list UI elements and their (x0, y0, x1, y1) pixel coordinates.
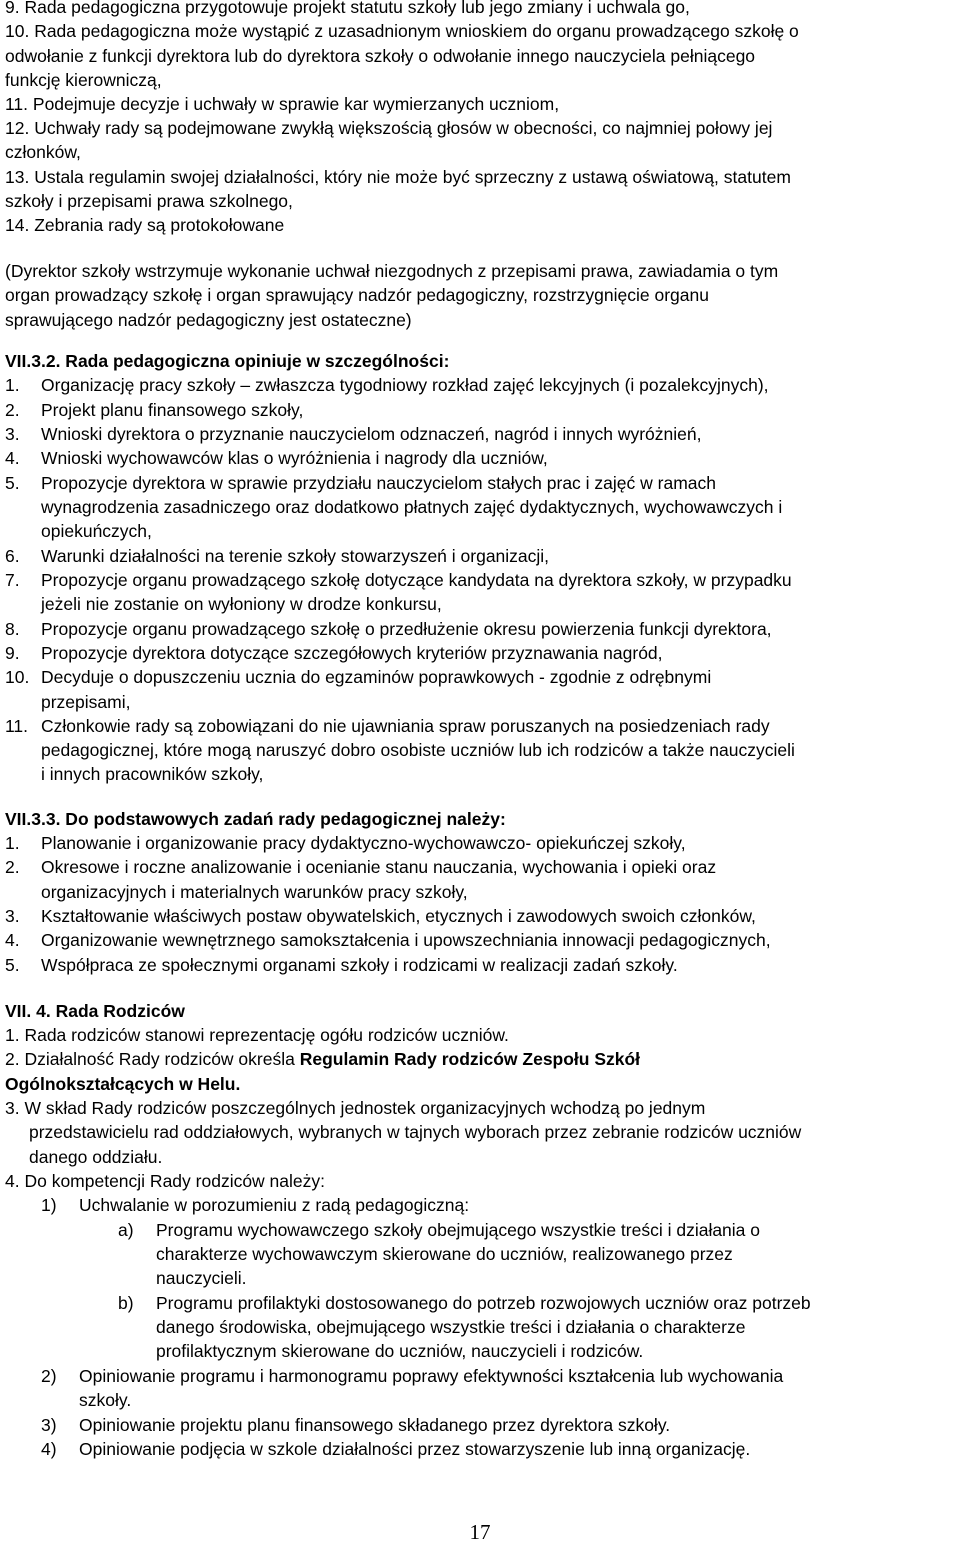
s332-item-1: Organizację pracy szkoły – zwłaszcza tygodniowy rozkład zajęć lekcyjnych (i pozalekcyjnych), (41, 375, 769, 395)
s332-item-11-line-3: i innych pracowników szkoły, (41, 764, 264, 784)
s332-item-9: Propozycje dyrektora dotyczące szczegółowych kryteriów przyznawania nagród, (41, 643, 663, 663)
s332-item-7-line-1: Propozycje organu prowadzącego szkołę dotyczące kandydata na dyrektora szkoły, w przypadku (41, 570, 792, 590)
s74-paragraph-2-line-2: Ogólnokształcących w Helu. (5, 1074, 241, 1094)
competence-num-4: 4) (41, 1439, 57, 1459)
competence-sub-a-line-2: charakterze wychowawczym skierowane do uczniów, realizowanego przez (156, 1244, 733, 1264)
competence-sub-b-line-3: profilaktycznym skierowane do uczniów, nauczycieli i rodziców. (156, 1341, 644, 1361)
s333-item-2-line-2: organizacyjnych i materialnych warunków pracy szkoły, (41, 882, 468, 902)
s74-paragraph-3-line-2: przedstawicielu rad oddziałowych, wybranych w tajnych wyborach przez zebranie rodziców uczniów (29, 1122, 802, 1142)
s333-num-1: 1. (5, 833, 20, 853)
section-heading-vii-4: VII. 4. Rada Rodziców (5, 1001, 185, 1021)
s332-num-3: 3. (5, 424, 20, 444)
s332-item-10-line-1: Decyduje o dopuszczeniu ucznia do egzaminów poprawkowych - zgodnie z odrębnymi (41, 667, 712, 687)
s332-item-7-line-2: jeżeli nie zostanie on wyłoniony w drodze konkursu, (41, 594, 442, 614)
s333-item-2-line-1: Okresowe i roczne analizowanie i ocenianie stanu nauczania, wychowania i opieki oraz (41, 857, 717, 877)
list-item-10-line-2: odwołanie z funkcji dyrektora lub do dyrektora szkoły o odwołanie innego nauczyciela pełniącego (5, 46, 756, 66)
s332-num-7: 7. (5, 570, 20, 590)
list-item-10-line-1: 10. Rada pedagogiczna może wystąpić z uzasadnionym wnioskiem do organu prowadzącego szkołę o (5, 21, 799, 41)
s333-num-4: 4. (5, 930, 20, 950)
list-item-12-line-1: 12. Uchwały rady są podejmowane zwykłą większością głosów w obecności, co najmniej połowy jej (5, 118, 773, 138)
s74-paragraph-2-line-1 (5, 1047, 640, 1071)
competence-sub-a-line-1: Programu wychowawczego szkoły obejmującego wszystkie treści i działania o (156, 1220, 761, 1240)
s332-item-6: Warunki działalności na terenie szkoły stowarzyszeń i organizacji, (41, 546, 550, 566)
s333-num-3: 3. (5, 906, 20, 926)
list-item-13-line-1: 13. Ustala regulamin swojej działalności, który nie może być sprzeczny z ustawą oświatową, statutem (5, 167, 791, 187)
s333-num-5: 5. (5, 955, 20, 975)
s333-item-4: Organizowanie wewnętrznego samokształcenia i upowszechniania innowacji pedagogicznych, (41, 930, 771, 950)
competence-sub-b-line-1: Programu profilaktyki dostosowanego do potrzeb rozwojowych uczniów oraz potrzeb (156, 1293, 811, 1313)
list-item-12-line-2: członków, (5, 142, 81, 162)
competence-sub-num-b: b) (118, 1293, 134, 1313)
s332-num-8: 8. (5, 619, 20, 639)
s74-paragraph-1: 1. Rada rodziców stanowi reprezentację ogółu rodziców uczniów. (5, 1025, 509, 1045)
s332-item-5-line-2: wynagrodzenia zasadniczego oraz dodatkowo płatnych zajęć dydaktycznych, wychowawczych i (41, 497, 783, 517)
s332-num-2: 2. (5, 400, 20, 420)
competence-num-3: 3) (41, 1415, 57, 1435)
s74-paragraph-3-line-1: 3. W skład Rady rodziców poszczególnych jednostek organizacyjnych wchodzą po jednym (5, 1098, 706, 1118)
list-item-14: 14. Zebrania rady są protokołowane (5, 215, 285, 235)
s332-item-5-line-3: opiekuńczych, (41, 521, 152, 541)
s332-item-11-line-1: Członkowie rady są zobowiązani do nie ujawniania spraw poruszanych na posiedzeniach rady (41, 716, 770, 736)
competence-item-2-line-2: szkoły. (79, 1390, 132, 1410)
section-heading-vii-3-2: VII.3.2. Rada pedagogiczna opiniuje w szczególności: (5, 351, 450, 371)
competence-item-3: Opiniowanie projektu planu finansowego składanego przez dyrektora szkoły. (79, 1415, 671, 1435)
s74-paragraph-3-line-3: danego oddziału. (29, 1147, 163, 1167)
note-line-3: sprawującego nadzór pedagogiczny jest ostateczne) (5, 310, 412, 330)
s332-item-2: Projekt planu finansowego szkoły, (41, 400, 304, 420)
list-item-10-line-3: funkcję kierowniczą, (5, 70, 162, 90)
competence-sub-a-line-3: nauczycieli. (156, 1268, 247, 1288)
s332-num-9: 9. (5, 643, 20, 663)
note-line-1: (Dyrektor szkoły wstrzymuje wykonanie uchwał niezgodnych z przepisami prawa, zawiadamia o tym (5, 261, 779, 281)
competence-sub-num-a: a) (118, 1220, 134, 1240)
competence-item-4: Opiniowanie podjęcia w szkole działalności przez stowarzyszenie lub inną organizację. (79, 1439, 751, 1459)
s333-item-5: Współpraca ze społecznymi organami szkoły i rodzicami w realizacji zadań szkoły. (41, 955, 678, 975)
s332-item-4: Wnioski wychowawców klas o wyróżnienia i nagrody dla uczniów, (41, 448, 548, 468)
s74-paragraph-4: 4. Do kompetencji Rady rodziców należy: (5, 1171, 326, 1191)
s332-num-10: 10. (5, 667, 30, 687)
s332-item-3: Wnioski dyrektora o przyznanie nauczycielom odznaczeń, nagród i innych wyróżnień, (41, 424, 702, 444)
regulation-title: Regulamin Rady rodziców Zespołu Szkół (299, 1049, 641, 1069)
s332-num-5: 5. (5, 473, 20, 493)
competence-item-2-line-1: Opiniowanie programu i harmonogramu poprawy efektywności kształcenia lub wychowania (79, 1366, 784, 1386)
s333-item-3: Kształtowanie właściwych postaw obywatelskich, etycznych i zawodowych swoich członków, (41, 906, 756, 926)
s332-num-6: 6. (5, 546, 20, 566)
competence-item-1: Uchwalanie w porozumieniu z radą pedagogiczną: (79, 1195, 470, 1215)
s332-item-11-line-2: pedagogicznej, które mogą naruszyć dobro osobiste uczniów lub ich rodziców a także nauczycieli (41, 740, 795, 760)
list-item-9: 9. Rada pedagogiczna przygotowuje projekt statutu szkoły lub jego zmiany i uchwala go, (5, 0, 690, 17)
list-item-11: 11. Podejmuje decyzje i uchwały w sprawie kar wymierzanych uczniom, (5, 94, 560, 114)
list-item-13-line-2: szkoły i przepisami prawa szkolnego, (5, 191, 293, 211)
s332-item-8: Propozycje organu prowadzącego szkołę o przedłużenie okresu powierzenia funkcji dyrektora, (41, 619, 772, 639)
competence-sub-b-line-2: danego środowiska, obejmującego wszystkie treści i działania o charakterze (156, 1317, 746, 1337)
s332-item-10-line-2: przepisami, (41, 692, 131, 712)
s332-item-5-line-1: Propozycje dyrektora w sprawie przydziału nauczycielom stałych prac i zajęć w ramach (41, 473, 716, 493)
section-heading-vii-3-3: VII.3.3. Do podstawowych zadań rady pedagogicznej należy: (5, 809, 506, 829)
competence-num-1: 1) (41, 1195, 57, 1215)
s74-paragraph-2-text: 2. Działalność Rady rodziców określa (5, 1049, 300, 1069)
note-line-2: organ prowadzący szkołę i organ sprawujący nadzór pedagogiczny, rozstrzygnięcie organu (5, 285, 709, 305)
s332-num-1: 1. (5, 375, 20, 395)
s333-item-1: Planowanie i organizowanie pracy dydaktyczno-wychowawczo- opiekuńczej szkoły, (41, 833, 686, 853)
s332-num-11: 11. (5, 716, 29, 736)
s332-num-4: 4. (5, 448, 20, 468)
s333-num-2: 2. (5, 857, 20, 877)
competence-num-2: 2) (41, 1366, 57, 1386)
page-number: 17 (469, 1520, 491, 1544)
